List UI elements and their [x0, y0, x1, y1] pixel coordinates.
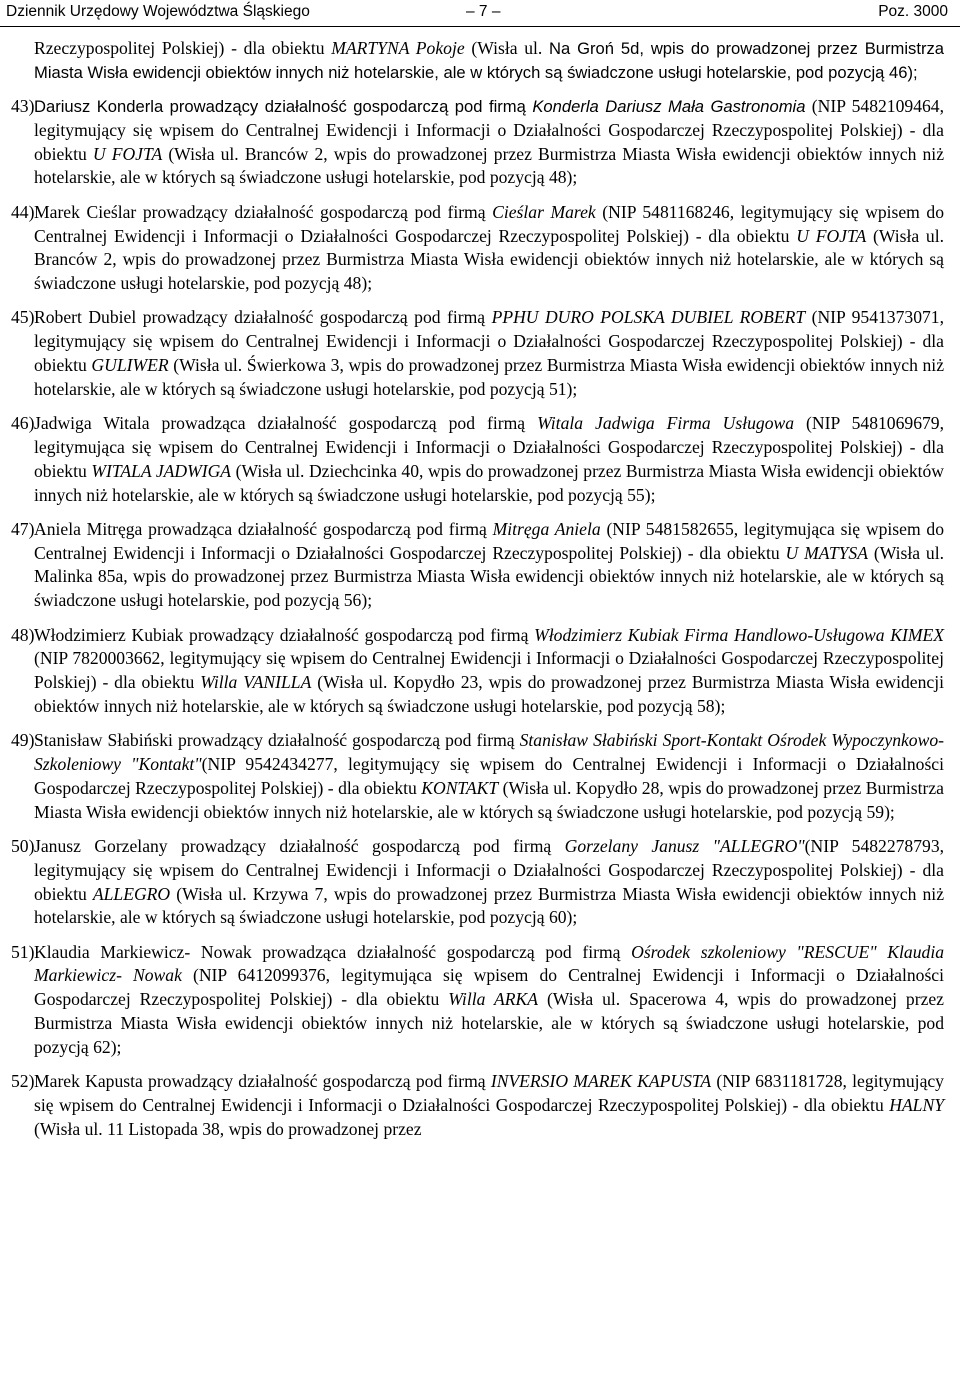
item-number: 50) [11, 835, 35, 856]
list-item-49: 49) Stanisław Słabiński prowadzący działalność gospodarczą pod firmą Stanisław Słabiński Sport-Kontakt Ośrodek Wypoczynkowo-Szkoleniowy "Kontakt"(NIP 9542434277, legitymujący się wpisem do Centralnej Ewidencji i Informacji o Działalności Gospodarczej Rzeczypospolitej Polskiej) - dla obiektu KONTAKT (Wisła ul. Kopydło 28, wpis do prowadzonej przez Burmistrza Miasta Wisła ewidencji obiektów innych niż hotelarskie, ale w których są świadczone usługi hotelarskie, pod pozycją 59); [11, 730, 944, 822]
object-name: U FOJTA [92, 143, 163, 164]
firm-name: PPHU DURO POLSKA DUBIEL ROBERT [491, 307, 806, 328]
journal-title: Dziennik Urzędowy Województwa Śląskiego [6, 3, 310, 20]
list-item-52: 52) Marek Kapusta prowadzący działalność gospodarczą pod firmą INVERSIO MAREK KAPUSTA (NIP 6831181728, legitymujący się wpisem do Centralnej Ewidencji i Informacji o Działalności Gospodarczej Rzeczypospolitej Polskiej) - dla obiektu HALNY (Wisła ul. 11 Listopada 38, wpis do prowadzonej przez [11, 1071, 944, 1139]
list-item-46: 46) Jadwiga Witala prowadząca działalność gospodarczą pod firmą Witala Jadwiga Firma Usługowa (NIP 5481069679, legitymująca się wpisem do Centralnej Ewidencji i Informacji o Działalności Gospodarczej Rzeczypospolitej Polskiej) - dla obiektu WITALA JADWIGA (Wisła ul. Dziechcinka 40, wpis do prowadzonej przez Burmistrza Miasta Wisła ewidencji obiektów innych niż hotelarskie, ale w których są świadczone usługi hotelarskie, pod pozycją 55); [11, 413, 945, 505]
firm-name: Gorzelany Janusz "ALLEGRO" [564, 835, 805, 856]
object-name: Willa ARKA [448, 989, 538, 1010]
object-name: WITALA JADWIGA [91, 460, 232, 481]
item-number: 49) [11, 730, 35, 751]
position-number: Poz. 3000 [878, 3, 948, 20]
firm-name: Konderla Dariusz Mała Gastronomia [532, 97, 806, 117]
firm-name: Stanisław Słabiński Sport-Kontakt Ośrodek Wypoczynkowo-Szkoleniowy "Kontakt" [34, 730, 944, 775]
list-item-45: 45) Robert Dubiel prowadzący działalność gospodarczą pod firmą PPHU DURO POLSKA DUBIEL ROBERT (NIP 9541373071, legitymujący się wpisem do Centralnej Ewidencji i Informacji o Działalności Gospodarczej Rzeczypospolitej Polskiej) - dla obiektu GULIWER (Wisła ul. Świerkowa 3, wpis do prowadzonej przez Burmistrza Miasta Wisła ewidencji obiektów innych niż hotelarskie, ale w których są świadczone usługi hotelarskie, pod pozycją 51); [11, 307, 945, 399]
object-name: KONTAKT [421, 777, 499, 798]
object-name: GULIWER [91, 355, 169, 376]
document-body [11, 37, 945, 1152]
firm-name: Cieślar Marek [492, 201, 596, 222]
firm-name: INVERSIO MAREK KAPUSTA [490, 1071, 712, 1092]
list-item-47: 47) Aniela Mitręga prowadząca działalność gospodarczą pod firmą Mitręga Aniela (NIP 5481582655, legitymująca się wpisem do Centralnej Ewidencji i Informacji o Działalności Gospodarczej Rzeczypospolitej Polskiej) - dla obiektu U MATYSA (Wisła ul. Malinka 85a, wpis do prowadzonej przez Burmistrza Miasta Wisła ewidencji obiektów innych niż hotelarskie, ale w których są świadczone usługi hotelarskie, pod pozycją 56); [11, 518, 945, 611]
firm-name: Mitręga Aniela [492, 518, 601, 539]
item-number: 51) [11, 941, 35, 962]
page-header [0, 2, 960, 22]
list-item-50: 50) Janusz Gorzelany prowadzący działalność gospodarczą pod firmą Gorzelany Janusz "ALLEGRO"(NIP 5482278793, legitymujący się wpisem do Centralnej Ewidencji i Informacji o Działalności Gospodarczej Rzeczypospolitej Polskiej) - dla obiektu ALLEGRO (Wisła ul. Krzywa 7, wpis do prowadzonej przez Burmistrza Miasta Wisła ewidencji obiektów innych niż hotelarskie, ale w których są świadczone usługi hotelarskie, pod pozycją 60); [11, 835, 945, 928]
object-name: HALNY [889, 1094, 944, 1115]
firm-name: Włodzimierz Kubiak Firma Handlowo-Usługowa KIMEX [534, 624, 944, 645]
object-name: U FOJTA [796, 225, 867, 246]
intro-paragraph: Rzeczypospolitej Polskiej) - dla obiektu MARTYNA Pokoje (Wisła ul. Na Groń 5d, wpis do prowadzonej przez Burmistrza Miasta Wisła ewidencji obiektów innych niż hotelarskie, ale w których są świadczone usługi hotelarskie, pod pozycją 46); [34, 38, 944, 82]
object-name: MARTYNA Pokoje [331, 38, 465, 58]
list-item-43: 43) Dariusz Konderla prowadzący działalność gospodarczą pod firmą Konderla Dariusz Mała Gastronomia (NIP 5482109464, legitymujący się wpisem do Centralnej Ewidencji i Informacji o Działalności Gospodarczej Rzeczypospolitej Polskiej) - dla obiektu U FOJTA (Wisła ul. Branców 2, wpis do prowadzonej przez Burmistrza Miasta Wisła ewidencji obiektów innych niż hotelarskie, ale w których są świadczone usługi hotelarskie, pod pozycją 48); [11, 96, 945, 188]
list-item-44: 44) Marek Cieślar prowadzący działalność gospodarczą pod firmą Cieślar Marek (NIP 5481168246, legitymujący się wpisem do Centralnej Ewidencji i Informacji o Działalności Gospodarczej Rzeczypospolitej Polskiej) - dla obiektu U FOJTA (Wisła ul. Branców 2, wpis do prowadzonej przez Burmistrza Miasta Wisła ewidencji obiektów innych niż hotelarskie, ale w których są świadczone usługi hotelarskie, pod pozycją 48); [11, 201, 945, 294]
firm-name: Ośrodek szkoleniowy "RESCUE" Klaudia Markiewicz- Nowak [34, 941, 944, 986]
item-number: 44) [11, 201, 35, 222]
item-number: 47) [11, 518, 35, 539]
list-item-48: 48) Włodzimierz Kubiak prowadzący działalność gospodarczą pod firmą Włodzimierz Kubiak Firma Handlowo-Usługowa KIMEX (NIP 7820003662, legitymujący się wpisem do Centralnej Ewidencji i Informacji o Działalności Gospodarczej Rzeczypospolitej Polskiej) - dla obiektu Willa VANILLA (Wisła ul. Kopydło 23, wpis do prowadzonej przez Burmistrza Miasta Wisła ewidencji obiektów innych niż hotelarskie, ale w których są świadczone usługi hotelarskie, pod pozycją 58); [11, 624, 944, 716]
object-name: U MATYSA [785, 542, 868, 563]
item-number: 43) [11, 96, 35, 117]
list-item-51: 51) Klaudia Markiewicz- Nowak prowadząca działalność gospodarczą pod firmą Ośrodek szkoleniowy "RESCUE" Klaudia Markiewicz- Nowak (NIP 6412099376, legitymująca się wpisem do Centralnej Ewidencji i Informacji o Działalności Gospodarczej Rzeczypospolitej Polskiej) - dla obiektu Willa ARKA (Wisła ul. Spacerowa 4, wpis do prowadzonej przez Burmistrza Miasta Wisła ewidencji obiektów innych niż hotelarskie, ale w których są świadczone usługi hotelarskie, pod pozycją 62); [11, 941, 944, 1057]
header-rule [0, 26, 960, 27]
firm-name: Witala Jadwiga Firma Usługowa [537, 413, 795, 434]
item-number: 52) [11, 1071, 35, 1092]
page-number: – 7 – [466, 3, 501, 20]
item-number: 45) [11, 307, 35, 328]
object-name: Willa VANILLA [200, 672, 312, 693]
object-name: ALLEGRO [92, 883, 171, 904]
item-number: 48) [11, 624, 35, 645]
item-number: 46) [11, 413, 35, 434]
